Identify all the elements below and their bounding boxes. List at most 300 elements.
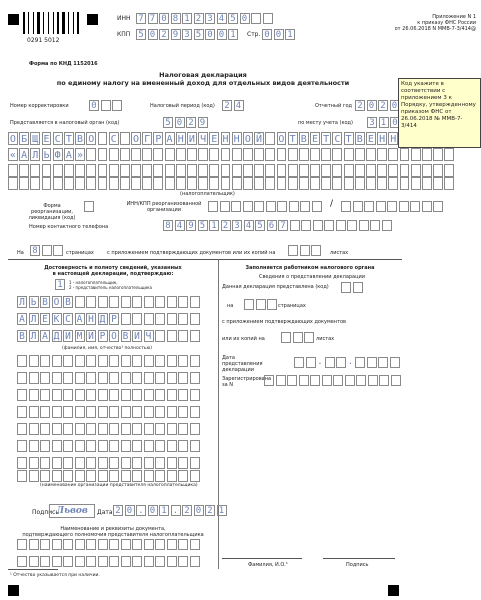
cell[interactable] [109,423,119,435]
cell[interactable] [254,164,264,177]
cell[interactable] [355,148,365,161]
cell[interactable] [144,406,154,418]
cell[interactable] [40,372,50,384]
cell[interactable]: 2 [205,505,215,516]
cell[interactable] [325,357,335,368]
cell[interactable] [29,372,39,384]
cell[interactable]: 1 [217,505,227,516]
cell[interactable]: Л [32,150,39,161]
cell[interactable] [287,375,297,386]
cell[interactable] [132,457,142,469]
cell[interactable] [98,355,108,367]
cell[interactable]: 2 [113,505,123,516]
cell[interactable] [313,220,323,231]
cell[interactable]: В [40,296,50,308]
cell[interactable] [167,330,177,342]
cell[interactable] [142,164,152,177]
cell[interactable] [155,406,165,418]
cell[interactable] [299,148,309,161]
cell[interactable] [277,201,287,212]
cell[interactable] [131,148,141,161]
reorg-form-cells[interactable] [84,201,96,212]
cell[interactable] [86,556,96,567]
cell[interactable] [312,201,322,212]
cell[interactable]: С [54,134,61,145]
cell[interactable] [387,201,397,212]
cell[interactable] [310,375,320,386]
cell[interactable] [86,440,96,452]
cell[interactable]: В [17,330,27,342]
cell[interactable]: А [75,313,85,325]
cell[interactable] [132,423,142,435]
cell[interactable]: А [40,330,50,342]
cell[interactable] [347,220,357,231]
cell[interactable]: 6 [267,220,277,231]
cell[interactable] [178,556,188,567]
cell[interactable]: Н [390,134,397,145]
cell[interactable] [19,177,29,190]
cell[interactable] [17,539,27,550]
cell[interactable]: Т [323,134,330,145]
cell[interactable]: Н [233,134,240,145]
cell[interactable] [155,556,165,567]
cell[interactable] [86,164,96,177]
cell[interactable] [120,148,130,161]
cell[interactable] [167,313,177,325]
cell[interactable] [121,355,131,367]
cell[interactable] [75,296,85,308]
cell[interactable]: Д [98,313,108,325]
cell[interactable] [232,177,242,190]
cell[interactable] [332,177,342,190]
cell[interactable] [178,389,188,401]
cell[interactable]: 3 [182,29,192,40]
cell[interactable]: Ч [200,134,207,145]
cell[interactable]: 4 [217,13,227,24]
cell[interactable] [109,539,119,550]
cell[interactable] [75,406,85,418]
cell[interactable] [167,556,177,567]
cell[interactable] [86,470,96,482]
cell[interactable]: С [334,134,341,145]
cell[interactable] [277,148,287,161]
cell[interactable] [8,177,18,190]
cell[interactable] [132,539,142,550]
cell[interactable] [190,457,200,469]
cell[interactable]: 1 [379,117,389,128]
cell[interactable] [86,389,96,401]
cell[interactable] [40,440,50,452]
cell[interactable] [155,296,165,308]
cell[interactable]: 0 [125,505,135,516]
cell[interactable] [121,457,131,469]
cell[interactable]: И [86,330,96,342]
cell[interactable] [221,148,231,161]
attach-cells[interactable] [288,245,323,256]
cell[interactable] [132,313,142,325]
cell[interactable] [290,220,300,231]
taxpayer-row-3[interactable] [8,164,456,177]
cell[interactable] [198,177,208,190]
location-cells[interactable] [367,117,402,128]
cell[interactable] [232,148,242,161]
cell[interactable] [132,470,142,482]
cell[interactable]: » [77,150,84,161]
cell[interactable] [144,440,154,452]
cell[interactable] [281,332,291,343]
cell[interactable] [265,177,275,190]
cell[interactable] [109,177,119,190]
cell[interactable] [444,148,454,161]
cell[interactable] [209,148,219,161]
cell[interactable] [52,539,62,550]
cell[interactable]: Ь [29,296,39,308]
cell[interactable] [98,556,108,567]
cell[interactable] [422,177,432,190]
cell[interactable] [400,148,410,161]
cell[interactable] [121,389,131,401]
cell[interactable] [142,148,152,161]
cell[interactable] [167,470,177,482]
cell[interactable] [98,539,108,550]
cell[interactable]: В [300,134,307,145]
cell[interactable] [366,148,376,161]
cell[interactable] [345,375,355,386]
cell[interactable] [144,355,154,367]
cell[interactable] [86,423,96,435]
cell[interactable] [84,201,94,212]
representative-org-row[interactable] [17,470,201,482]
cell[interactable] [98,372,108,384]
cell[interactable] [444,164,454,177]
cell[interactable] [165,164,175,177]
cell[interactable]: О [278,134,285,145]
cell[interactable] [178,313,188,325]
signature-box[interactable]: Львов [49,504,95,518]
cell[interactable] [75,423,85,435]
cell[interactable]: Щ [32,134,39,145]
cell[interactable] [52,406,62,418]
cell[interactable] [251,13,261,24]
cell[interactable] [86,457,96,469]
document-row[interactable] [17,539,201,550]
cell[interactable] [29,440,39,452]
cell[interactable] [306,357,316,368]
cell[interactable]: 1 [228,29,238,40]
pages-cells[interactable] [30,245,65,256]
cell[interactable] [144,389,154,401]
cell[interactable] [121,556,131,567]
cell[interactable] [190,355,200,367]
cell[interactable] [98,296,108,308]
page-cells[interactable] [262,29,297,40]
cell[interactable]: 2 [182,505,192,516]
cell[interactable]: Л [17,296,27,308]
cell[interactable] [120,132,130,145]
cell[interactable] [332,148,342,161]
cell[interactable] [144,556,154,567]
cell[interactable] [422,201,432,212]
cell[interactable]: О [109,330,119,342]
confirm-cell[interactable] [55,279,67,290]
cell[interactable] [254,177,264,190]
cell[interactable] [322,375,332,386]
cell[interactable] [167,296,177,308]
cell[interactable]: 2 [221,220,231,231]
cell[interactable] [40,470,50,482]
cell[interactable] [167,440,177,452]
cell[interactable] [341,201,351,212]
cell[interactable] [277,177,287,190]
cell[interactable] [209,164,219,177]
cell[interactable]: А [65,150,72,161]
cell[interactable]: 2 [159,29,169,40]
cell[interactable] [29,355,39,367]
cell[interactable] [244,299,254,310]
cell[interactable] [353,282,363,293]
cell[interactable] [178,539,188,550]
cell[interactable] [17,457,27,469]
cell[interactable] [344,164,354,177]
cell[interactable]: Б [21,134,28,145]
cell[interactable]: В [77,134,84,145]
cell[interactable] [109,406,119,418]
cell[interactable] [321,177,331,190]
cell[interactable]: 0 [262,29,272,40]
cell[interactable] [86,148,96,161]
cell[interactable] [98,177,108,190]
cell[interactable] [288,148,298,161]
cell[interactable]: С [110,134,117,145]
cell[interactable] [52,556,62,567]
cell[interactable] [444,177,454,190]
cell[interactable] [220,201,230,212]
cell[interactable]: 1 [209,220,219,231]
cell[interactable] [190,389,200,401]
cell[interactable]: В [121,330,131,342]
cell[interactable] [75,539,85,550]
cell[interactable] [422,148,432,161]
cell[interactable] [144,296,154,308]
cell[interactable] [176,177,186,190]
cell[interactable] [40,406,50,418]
cell[interactable]: С [63,313,73,325]
cell[interactable] [75,164,85,177]
reorg-inn-cells[interactable] [208,201,323,212]
cell[interactable]: Е [43,134,50,145]
cell[interactable] [232,164,242,177]
cell[interactable]: В [63,296,73,308]
tax-period-cells[interactable] [222,100,245,111]
cell[interactable]: « [9,150,16,161]
cell[interactable] [42,164,52,177]
cell[interactable] [112,100,122,111]
cell[interactable] [86,406,96,418]
cell[interactable] [29,423,39,435]
cell[interactable]: 4 [234,100,244,111]
cell[interactable] [411,148,421,161]
cell[interactable]: 0 [194,505,204,516]
cell[interactable]: 4 [175,220,185,231]
cell[interactable]: . [136,505,146,516]
cell[interactable] [17,406,27,418]
cell[interactable] [132,406,142,418]
cell[interactable]: Е [40,313,50,325]
cell[interactable] [153,177,163,190]
cell[interactable] [288,177,298,190]
cell[interactable]: Ч [144,330,154,342]
cell[interactable] [187,164,197,177]
cell[interactable] [276,375,286,386]
cell[interactable] [304,332,314,343]
cell[interactable] [411,164,421,177]
cell[interactable] [190,556,200,567]
cell[interactable] [208,201,218,212]
cell[interactable] [400,164,410,177]
cell[interactable] [310,148,320,161]
cell[interactable]: 3 [367,117,377,128]
cell[interactable] [221,164,231,177]
cell[interactable]: 0 [175,117,185,128]
cell[interactable]: 3 [205,13,215,24]
cell[interactable]: Е [311,134,319,145]
representative-name-row[interactable] [17,313,201,325]
cell[interactable]: Н [379,134,386,145]
cell[interactable] [265,148,275,161]
cell[interactable] [52,440,62,452]
cell[interactable] [142,177,152,190]
cell[interactable] [336,220,346,231]
cell[interactable] [42,245,52,256]
cell[interactable] [176,164,186,177]
cell[interactable] [17,440,27,452]
cell[interactable] [17,423,27,435]
cell[interactable] [310,164,320,177]
cell[interactable] [17,556,27,567]
cell[interactable] [63,389,73,401]
cell[interactable] [310,177,320,190]
cell[interactable] [52,389,62,401]
cell[interactable]: Д [52,330,62,342]
cell[interactable] [153,148,163,161]
cell[interactable]: Ь [43,150,50,161]
cell[interactable] [86,355,96,367]
cell[interactable]: 7 [278,220,288,231]
cell[interactable] [376,201,386,212]
cell[interactable]: Т [345,134,352,145]
cell[interactable] [293,332,303,343]
cell[interactable] [288,245,298,256]
tax-authority-cells[interactable] [163,117,209,128]
cell[interactable] [190,406,200,418]
cell[interactable] [53,177,63,190]
cell[interactable] [377,164,387,177]
cell[interactable] [86,539,96,550]
cell[interactable]: М [75,330,85,342]
cell[interactable] [254,201,264,212]
cell[interactable]: Т [289,134,296,145]
correction-cells[interactable] [89,100,124,111]
cell[interactable] [377,177,387,190]
cell[interactable] [29,539,39,550]
cell[interactable] [299,164,309,177]
cell[interactable] [63,539,73,550]
reg-cells[interactable] [264,375,402,386]
cell[interactable]: 0 [148,29,158,40]
cell[interactable] [321,164,331,177]
cell[interactable] [355,177,365,190]
cell[interactable] [301,220,311,231]
cell[interactable] [40,355,50,367]
cell[interactable] [411,177,421,190]
cell[interactable]: Е [211,134,218,145]
cell[interactable] [382,220,392,231]
cell[interactable] [377,148,387,161]
cell[interactable] [299,375,309,386]
cell[interactable] [422,164,432,177]
cell[interactable] [144,539,154,550]
cell[interactable] [63,423,73,435]
taxpayer-row-4[interactable] [8,177,456,190]
cell[interactable] [390,357,400,368]
cell[interactable] [29,389,39,401]
cell[interactable] [109,355,119,367]
cell[interactable] [167,372,177,384]
cell[interactable] [379,375,389,386]
cell[interactable]: 5 [136,29,146,40]
cell[interactable]: 0 [390,100,400,111]
cell[interactable] [433,201,443,212]
cell[interactable] [370,220,380,231]
cell[interactable] [433,164,443,177]
cell[interactable] [321,148,331,161]
cell[interactable] [190,296,200,308]
cell[interactable] [344,148,354,161]
cell[interactable]: Н [177,134,184,145]
cell[interactable]: О [244,134,251,145]
cell[interactable] [256,299,266,310]
cell[interactable] [63,355,73,367]
cell[interactable] [366,177,376,190]
cell[interactable] [332,164,342,177]
cell[interactable]: Е [367,134,374,145]
cell[interactable] [144,372,154,384]
cell[interactable] [266,201,276,212]
cell[interactable] [300,245,310,256]
cell[interactable] [131,164,141,177]
cell[interactable] [132,389,142,401]
cell[interactable]: 7 [148,13,158,24]
cell[interactable] [243,177,253,190]
submit-date-cells[interactable] [294,357,401,368]
cell[interactable] [155,440,165,452]
cell[interactable]: 0 [390,117,400,128]
cell[interactable]: 9 [198,117,208,128]
cell[interactable] [63,406,73,418]
cell[interactable] [155,539,165,550]
official-copies-cells[interactable] [281,332,316,343]
cell[interactable] [30,164,40,177]
representative-org-row[interactable] [17,423,201,435]
cell[interactable] [75,389,85,401]
cell[interactable] [53,245,63,256]
cell[interactable]: 7 [136,13,146,24]
cell[interactable] [190,313,200,325]
cell[interactable] [109,148,119,161]
cell[interactable]: Т [65,134,72,145]
cell[interactable] [167,457,177,469]
report-year-cells[interactable] [355,100,401,111]
